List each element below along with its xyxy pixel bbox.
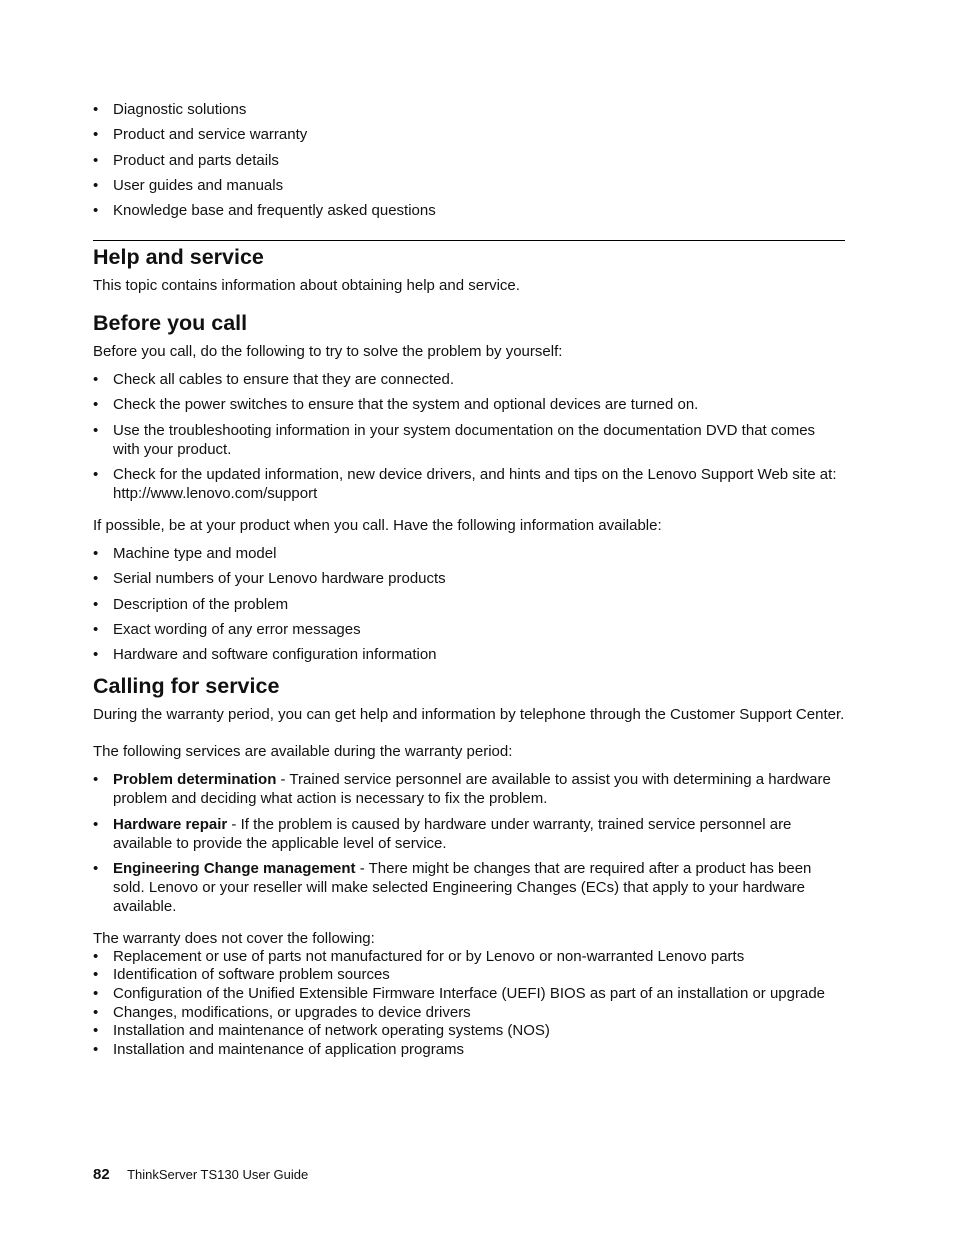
service-item <box>93 859 845 916</box>
support-url[interactable]: http://www.lenovo.com/support <box>113 485 318 503</box>
service-term: Problem determination <box>113 771 277 789</box>
help-text: This topic contains information about obtaining help and service. <box>93 277 520 295</box>
list-item: • Machine type and model <box>93 544 845 563</box>
service-term: Hardware repair <box>113 815 228 833</box>
list-item: • Serial numbers of your Lenovo hardware products <box>93 569 845 588</box>
service-desc: - If the problem is caused by hardware under warranty, trained service personnel are available to provide the applicable level of service. <box>113 815 792 852</box>
web-item-text: Check for the updated information, new device drivers, and hints and tips on the Lenovo Support Web site at: <box>113 466 837 484</box>
calling-p2: The following services are available during the warranty period: <box>93 743 513 761</box>
list-item: • Changes, modifications, or upgrades to device drivers <box>93 1004 845 1023</box>
calling-heading: Calling for service <box>93 674 280 699</box>
info-list <box>93 544 845 664</box>
section-divider <box>93 240 845 241</box>
intro-list <box>93 100 845 220</box>
list-item: • Diagnostic solutions <box>93 100 845 119</box>
exclusions-list <box>93 948 845 1060</box>
before-intro: Before you call, do the following to try to solve the problem by yourself: <box>93 343 563 361</box>
before-checklist <box>93 370 845 503</box>
list-item: • Knowledge base and frequently asked questions <box>93 201 845 220</box>
before-heading: Before you call <box>93 311 248 336</box>
list-item: • Product and parts details <box>93 151 845 170</box>
list-item: • Identification of software problem sources <box>93 966 845 985</box>
list-item: • Description of the problem <box>93 595 845 614</box>
list-item: • Installation and maintenance of application programs <box>93 1041 845 1060</box>
help-heading: Help and service <box>93 245 264 270</box>
list-item <box>93 465 845 503</box>
services-list <box>93 770 845 916</box>
list-item: • User guides and manuals <box>93 176 845 195</box>
list-item: • Hardware and software configuration information <box>93 645 845 664</box>
exclusions-intro: The warranty does not cover the following: <box>93 929 375 947</box>
list-item: • Product and service warranty <box>93 125 845 144</box>
service-desc: - There might be changes that are required after a product has been sold. Lenovo or your reseller will make selected Engineering Changes (ECs) that apply to your hardware available. <box>113 859 812 915</box>
list-item: • Exact wording of any error messages <box>93 620 845 639</box>
list-item: • Configuration of the Unified Extensible Firmware Interface (UEFI) BIOS as part of an installation or upgrade <box>93 985 845 1004</box>
page-content <box>93 100 845 1059</box>
service-term: Engineering Change management <box>113 859 356 877</box>
calling-p1: During the warranty period, you can get help and information by telephone through the Customer Support Center. <box>93 706 845 724</box>
service-item <box>93 815 845 853</box>
list-item: • Use the troubleshooting information in your system documentation on the documentation DVD that comes with your product. <box>93 421 845 459</box>
service-desc: - Trained service personnel are available to assist you with determining a hardware problem and deciding what action is necessary to fix the problem. <box>113 771 831 808</box>
list-item: • Check all cables to ensure that they are connected. <box>93 370 845 389</box>
service-item <box>93 770 845 808</box>
page-number: 82 <box>93 1166 110 1183</box>
document-title: ThinkServer TS130 User Guide <box>127 1167 309 1182</box>
list-item: • Replacement or use of parts not manufactured for or by Lenovo or non-warranted Lenovo parts <box>93 948 845 967</box>
list-item: • Check the power switches to ensure that the system and optional devices are turned on. <box>93 395 845 414</box>
list-item: • Installation and maintenance of network operating systems (NOS) <box>93 1022 845 1041</box>
info-intro: If possible, be at your product when you call. Have the following information available: <box>93 517 662 535</box>
page-footer <box>93 1166 308 1184</box>
